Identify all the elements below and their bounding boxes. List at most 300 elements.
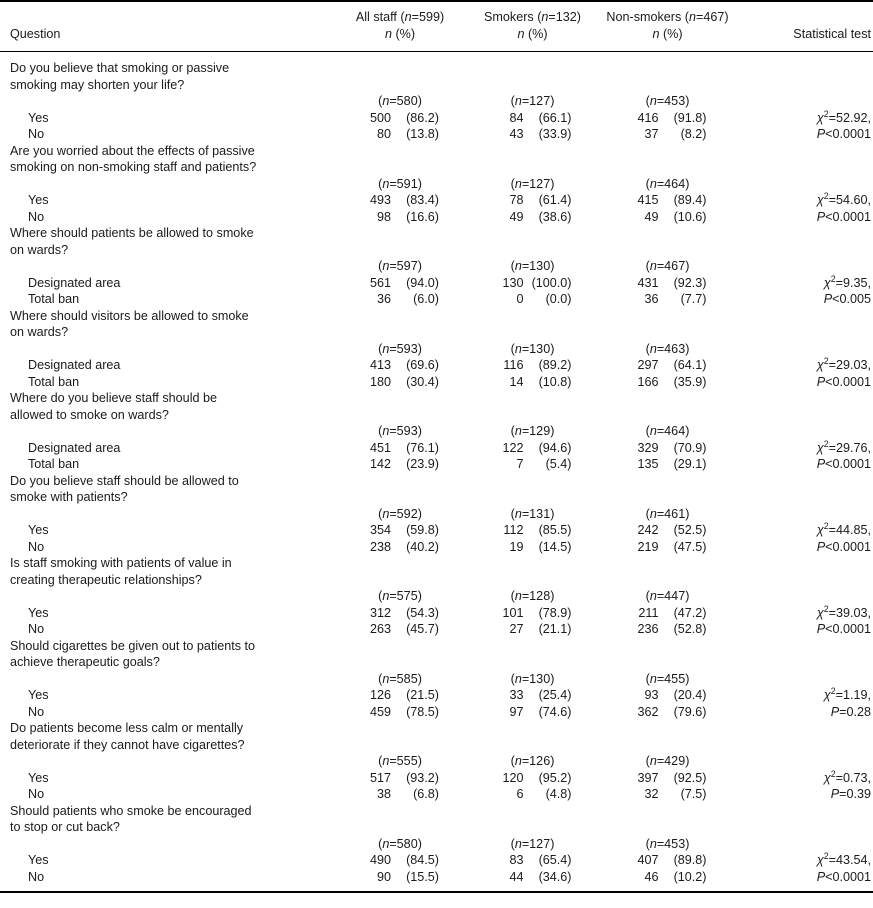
percent-value: (69.6) [406, 358, 439, 372]
data-cell [600, 423, 735, 440]
answer-row [0, 357, 873, 374]
stat-cell [735, 407, 873, 424]
percent-value: (84.5) [406, 853, 439, 867]
count-value: 0 [516, 292, 524, 306]
answer-row [0, 621, 873, 638]
answer-row [0, 852, 873, 869]
question-cell [0, 324, 335, 341]
table-header [0, 2, 873, 52]
data-cell [600, 522, 735, 539]
data-cell [335, 572, 465, 589]
data-cell [600, 720, 735, 737]
percent-value: (79.6) [673, 704, 707, 719]
count-pct-pair [361, 291, 439, 308]
stat-cell [735, 143, 873, 160]
stat-cell [735, 176, 873, 193]
data-cell [335, 671, 465, 688]
data-cell [335, 93, 465, 110]
stat-cell [735, 52, 873, 77]
question-cell [0, 357, 335, 374]
count-pct-pair [494, 621, 572, 638]
question-text: Is staff smoking with patients of value in [10, 556, 232, 570]
sample-size: (n=461) [645, 506, 690, 521]
question-cell [0, 704, 335, 721]
count-value: 7 [516, 457, 524, 471]
data-cell [465, 291, 600, 308]
question-text-row [0, 308, 873, 325]
data-cell [335, 291, 465, 308]
percent-value: (52.8) [673, 622, 707, 636]
data-cell [465, 654, 600, 671]
data-cell [335, 275, 465, 292]
question-text: creating therapeutic relationships? [10, 572, 202, 587]
percent-value: (40.2) [406, 539, 439, 554]
sample-size-row [0, 423, 873, 440]
data-cell [335, 225, 465, 242]
data-cell [600, 473, 735, 490]
header-smokers-title: Smokers (n=132) [484, 10, 581, 24]
sample-size: (n=575) [378, 589, 422, 603]
question-text-row [0, 720, 873, 737]
percent-value: (7.7) [680, 292, 707, 306]
sample-size: (n=580) [378, 94, 422, 108]
count-value: 451 [369, 440, 391, 455]
sample-size: (n=585) [378, 671, 422, 686]
question-text-row [0, 819, 873, 836]
question-text: achieve therapeutic goals? [10, 655, 160, 669]
count-pct-pair [361, 786, 439, 803]
count-value: 37 [644, 127, 659, 141]
stat-value: P<0.005 [823, 292, 871, 306]
question-cell [0, 621, 335, 638]
stat-value: P<0.0001 [816, 457, 871, 471]
sample-size: (n=126) [510, 754, 555, 768]
question-cell [0, 225, 335, 242]
count-pct-pair [361, 192, 439, 209]
survey-results-table [0, 2, 873, 885]
answer-row [0, 605, 873, 622]
stat-cell [735, 308, 873, 325]
count-value: 112 [503, 523, 524, 537]
stat-value: P=0.28 [830, 704, 871, 719]
answer-label: No [28, 209, 45, 224]
count-pct-pair [629, 374, 707, 391]
percent-value: (92.3) [673, 275, 707, 290]
data-cell [465, 803, 600, 820]
count-value: 413 [369, 358, 391, 372]
data-cell [600, 506, 735, 523]
data-cell [600, 357, 735, 374]
count-value: 101 [502, 605, 524, 620]
data-cell [335, 654, 465, 671]
count-pct-pair [494, 522, 572, 539]
count-value: 38 [376, 787, 391, 801]
question-text: Do you believe that smoking or passive [10, 61, 230, 75]
question-text-row [0, 407, 873, 424]
percent-value: (16.6) [406, 209, 439, 224]
answer-label: No [28, 869, 45, 884]
count-value: 6 [516, 787, 524, 801]
data-cell [465, 489, 600, 506]
stat-cell [735, 836, 873, 853]
sample-size: (n=580) [378, 836, 422, 851]
header-non-smokers-title: Non-smokers (n=467) [606, 10, 729, 24]
count-value: 93 [644, 688, 659, 702]
percent-value: (47.2) [673, 605, 707, 620]
data-cell [600, 77, 735, 94]
percent-value: (8.2) [680, 127, 707, 141]
sample-size: (n=597) [378, 259, 422, 273]
data-cell [465, 308, 600, 325]
stat-cell [735, 275, 873, 292]
data-cell [600, 621, 735, 638]
count-value: 362 [637, 704, 659, 719]
question-text: Do you believe staff should be allowed to [10, 473, 239, 488]
sample-size: (n=592) [378, 506, 422, 521]
data-cell [465, 126, 600, 143]
data-cell [600, 671, 735, 688]
percent-value: (29.1) [673, 457, 707, 471]
question-cell [0, 242, 335, 259]
stat-cell [735, 258, 873, 275]
percent-value: (10.8) [538, 374, 572, 389]
count-value: 49 [509, 209, 524, 224]
data-cell [465, 621, 600, 638]
question-cell [0, 390, 335, 407]
count-pct-pair [494, 456, 572, 473]
data-cell [600, 654, 735, 671]
data-cell [335, 737, 465, 754]
data-cell [600, 126, 735, 143]
question-cell [0, 852, 335, 869]
sample-size-row [0, 93, 873, 110]
count-pct-pair [361, 522, 439, 539]
count-pct-pair [361, 110, 439, 127]
data-cell [465, 423, 600, 440]
data-cell [335, 110, 465, 127]
stat-cell [735, 473, 873, 490]
answer-label: Yes [28, 853, 49, 867]
count-pct-pair [494, 539, 572, 556]
data-cell [335, 192, 465, 209]
answer-label: Total ban [28, 457, 80, 471]
count-value: 312 [369, 605, 391, 620]
answer-label: Total ban [28, 292, 80, 306]
stat-value: $\chi^2=9.35$, [823, 273, 871, 290]
stat-cell [735, 819, 873, 836]
data-cell [465, 869, 600, 886]
data-cell [600, 93, 735, 110]
data-cell [465, 522, 600, 539]
question-text: smoking may shorten your life? [10, 77, 185, 92]
count-value: 517 [369, 770, 391, 785]
question-cell [0, 341, 335, 358]
count-pct-pair [494, 786, 572, 803]
stat-cell [735, 522, 873, 539]
stat-value: $\chi^2=29.76$, [816, 438, 871, 455]
count-value: 329 [637, 440, 659, 455]
question-cell [0, 572, 335, 589]
sample-size: (n=447) [645, 589, 690, 603]
count-value: 407 [637, 853, 659, 867]
question-text: Where should patients be allowed to smoke [10, 226, 254, 240]
percent-value: (85.5) [538, 523, 572, 537]
count-pct-pair [361, 456, 439, 473]
count-pct-pair [629, 357, 707, 374]
header-smokers [465, 2, 600, 52]
sample-size: (n=453) [645, 836, 690, 851]
percent-value: (64.1) [673, 358, 707, 372]
data-cell [600, 489, 735, 506]
percent-value: (94.0) [406, 275, 439, 290]
count-value: 238 [369, 539, 391, 554]
count-value: 122 [502, 440, 524, 455]
question-cell [0, 176, 335, 193]
question-cell [0, 275, 335, 292]
stat-value: P<0.0001 [816, 374, 871, 389]
count-pct-pair [494, 126, 572, 143]
question-cell [0, 423, 335, 440]
sample-size: (n=591) [378, 176, 422, 191]
answer-row [0, 786, 873, 803]
count-pct-pair [629, 687, 707, 704]
count-pct-pair [629, 192, 707, 209]
data-cell [465, 110, 600, 127]
percent-value: (10.2) [673, 869, 707, 884]
data-cell [465, 341, 600, 358]
question-text-row [0, 737, 873, 754]
stat-cell [735, 737, 873, 754]
question-cell [0, 737, 335, 754]
count-pct-pair [629, 291, 707, 308]
stat-cell [735, 159, 873, 176]
question-cell [0, 407, 335, 424]
answer-row [0, 275, 873, 292]
data-cell [335, 489, 465, 506]
answer-label: Designated area [28, 275, 121, 290]
data-cell [335, 456, 465, 473]
data-cell [465, 572, 600, 589]
percent-value: (35.9) [673, 374, 707, 389]
answer-label: Total ban [28, 374, 80, 389]
count-value: 33 [509, 688, 524, 702]
count-value: 46 [644, 869, 659, 884]
stat-cell [735, 786, 873, 803]
question-text: Are you worried about the effects of passive [10, 143, 255, 158]
header-statistical-test: Statistical test [735, 2, 873, 52]
count-pct-pair [361, 275, 439, 292]
stat-cell [735, 390, 873, 407]
data-cell [600, 143, 735, 160]
data-cell [600, 803, 735, 820]
count-value: 80 [376, 127, 391, 141]
data-cell [465, 225, 600, 242]
question-cell [0, 786, 335, 803]
question-text: Should patients who smoke be encouraged [10, 803, 252, 818]
question-cell [0, 638, 335, 655]
question-cell [0, 489, 335, 506]
answer-row [0, 291, 873, 308]
sample-size: (n=464) [645, 176, 690, 191]
count-pct-pair [629, 539, 707, 556]
answer-row [0, 456, 873, 473]
stat-value: $\chi^2=52.92$, [816, 108, 871, 125]
sample-size-row [0, 671, 873, 688]
count-value: 242 [637, 523, 659, 537]
stat-cell [735, 192, 873, 209]
stat-cell [735, 77, 873, 94]
count-pct-pair [361, 770, 439, 787]
data-cell [600, 159, 735, 176]
data-cell [600, 209, 735, 226]
data-cell [465, 687, 600, 704]
count-pct-pair [494, 192, 572, 209]
count-pct-pair [494, 687, 572, 704]
percent-value: (93.2) [406, 770, 439, 785]
sample-size-row [0, 588, 873, 605]
question-text-row [0, 225, 873, 242]
question-text: Do patients become less calm or mentally [10, 721, 244, 735]
sample-size-row [0, 258, 873, 275]
sample-size: (n=130) [510, 341, 555, 356]
count-value: 180 [369, 374, 391, 389]
percent-value: (89.4) [673, 193, 707, 207]
data-cell [600, 539, 735, 556]
stat-cell [735, 357, 873, 374]
data-cell [465, 588, 600, 605]
percent-value: (89.2) [538, 358, 572, 372]
count-value: 135 [637, 457, 659, 471]
count-value: 83 [509, 853, 524, 867]
question-text: allowed to smoke on wards? [10, 407, 169, 422]
answer-label: Designated area [28, 440, 121, 455]
data-cell [465, 77, 600, 94]
sample-size: (n=464) [645, 424, 690, 438]
count-pct-pair [494, 869, 572, 886]
data-cell [465, 407, 600, 424]
count-value: 126 [369, 688, 391, 702]
answer-row [0, 522, 873, 539]
stat-value: $\chi^2=44.85$, [816, 520, 871, 537]
question-text-row [0, 489, 873, 506]
count-pct-pair [361, 440, 439, 457]
answer-row [0, 126, 873, 143]
answer-label: Yes [28, 523, 49, 537]
question-cell [0, 126, 335, 143]
question-cell [0, 440, 335, 457]
data-cell [335, 440, 465, 457]
data-cell [335, 308, 465, 325]
count-pct-pair [629, 605, 707, 622]
question-cell [0, 654, 335, 671]
count-pct-pair [361, 869, 439, 886]
answer-row [0, 110, 873, 127]
count-pct-pair [494, 852, 572, 869]
data-cell [335, 357, 465, 374]
data-cell [465, 605, 600, 622]
data-cell [335, 852, 465, 869]
stat-cell [735, 341, 873, 358]
data-cell [600, 770, 735, 787]
question-cell [0, 374, 335, 391]
percent-value: (94.6) [538, 440, 572, 455]
percent-value: (13.8) [406, 127, 439, 141]
data-cell [465, 159, 600, 176]
count-value: 493 [369, 193, 391, 207]
stat-cell [735, 440, 873, 457]
question-cell [0, 687, 335, 704]
data-cell [335, 159, 465, 176]
answer-label: No [28, 704, 45, 719]
question-cell [0, 77, 335, 94]
data-cell [465, 93, 600, 110]
sample-size: (n=463) [645, 341, 690, 356]
count-value: 297 [637, 358, 659, 372]
question-text-row [0, 654, 873, 671]
stat-value: $\chi^2=1.19$, [823, 685, 871, 702]
count-pct-pair [361, 357, 439, 374]
count-pct-pair [629, 869, 707, 886]
data-cell [600, 737, 735, 754]
count-value: 490 [369, 853, 391, 867]
count-value: 49 [644, 209, 659, 224]
percent-value: (95.2) [538, 770, 572, 785]
stat-cell [735, 572, 873, 589]
question-text-row [0, 638, 873, 655]
question-cell [0, 555, 335, 572]
question-cell [0, 539, 335, 556]
count-pct-pair [629, 110, 707, 127]
question-cell [0, 836, 335, 853]
stat-cell [735, 506, 873, 523]
stat-value: P<0.0001 [816, 869, 871, 884]
data-cell [335, 242, 465, 259]
count-pct-pair [629, 621, 707, 638]
answer-row [0, 440, 873, 457]
data-cell [465, 506, 600, 523]
count-pct-pair [629, 440, 707, 457]
question-text-row [0, 77, 873, 94]
count-pct-pair [494, 110, 572, 127]
question-cell [0, 110, 335, 127]
percent-value: (70.9) [673, 440, 707, 455]
header-all-staff-title: All staff (n=599) [355, 10, 445, 24]
percent-value: (14.5) [538, 539, 572, 554]
data-cell [465, 852, 600, 869]
header-row [0, 2, 873, 52]
count-pct-pair [361, 852, 439, 869]
data-cell [335, 539, 465, 556]
data-cell [335, 176, 465, 193]
stat-cell [735, 621, 873, 638]
count-pct-pair [494, 209, 572, 226]
data-cell [600, 291, 735, 308]
data-cell [465, 770, 600, 787]
sample-size-row [0, 836, 873, 853]
percent-value: (33.9) [538, 127, 572, 141]
data-cell [465, 258, 600, 275]
stat-cell [735, 291, 873, 308]
data-cell [465, 836, 600, 853]
stat-value: P<0.0001 [816, 539, 871, 554]
stat-cell [735, 605, 873, 622]
question-cell [0, 258, 335, 275]
percent-value: (30.4) [406, 374, 439, 389]
question-text: on wards? [10, 242, 69, 257]
header-n-pct-label: n (%) [652, 26, 683, 41]
answer-label: No [28, 622, 45, 636]
table-body [0, 52, 873, 886]
